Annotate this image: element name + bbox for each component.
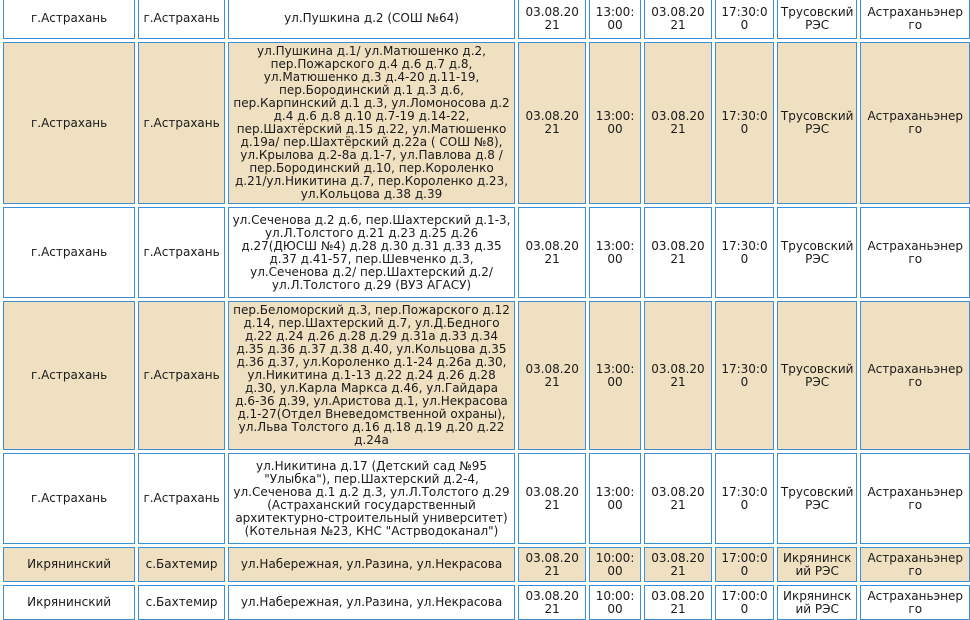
locality-cell: г.Астрахань: [138, 207, 225, 298]
res-cell: Трусовский РЭС: [777, 453, 858, 544]
table-row: [3, 42, 970, 204]
locality-cell: г.Астрахань: [138, 42, 225, 204]
start-date-cell: 03.08.2021: [518, 453, 586, 544]
start-date-cell: 03.08.2021: [518, 0, 586, 39]
start-time-cell: 13:00:00: [589, 0, 641, 39]
end-date-cell: 03.08.2021: [644, 547, 712, 582]
start-time-cell: 13:00:00: [589, 207, 641, 298]
end-date-cell: 03.08.2021: [644, 453, 712, 544]
org-cell: Астраханьэнерго: [860, 547, 970, 582]
address-cell: ул.Набережная, ул.Разина, ул.Некрасова: [228, 547, 515, 582]
locality-cell: с.Бахтемир: [138, 585, 225, 620]
org-cell: Астраханьэнерго: [860, 585, 970, 620]
end-date-cell: 03.08.2021: [644, 207, 712, 298]
org-cell: Астраханьэнерго: [860, 207, 970, 298]
end-date-cell: 03.08.2021: [644, 301, 712, 450]
org-cell: Астраханьэнерго: [860, 0, 970, 39]
area-cell: г.Астрахань: [3, 301, 135, 450]
address-cell: ул.Пушкина д.1/ ул.Матюшенко д.2, пер.Пожарского д.4 д.6 д.7 д.8, ул.Матюшенко д.3 д.4-20 д.11-19, пер.Бородинский д.1 д.3 д.6, пер.Карпинский д.1 д.3, ул.Ломоносова д.2 д.4 д.6 д.8 д.10 д.7-19 д.14-22, пер.Шахтёрский д.15 д.22, ул.Матюшенко д.19а/ пер.Шахтёрский д.22а ( СОШ №8), ул.Крылова д.2-8а д.1-7, ул.Павлова д.8 /пер.Бородинский д.10, пер.Короленко д.21/ул.Никитина д.7, пер.Короленко д.23, ул.Кольцова д.38 д.39: [228, 42, 515, 204]
res-cell: Икрянинский РЭС: [777, 547, 858, 582]
area-cell: г.Астрахань: [3, 0, 135, 39]
area-cell: г.Астрахань: [3, 42, 135, 204]
res-cell: Трусовский РЭС: [777, 0, 858, 39]
start-date-cell: 03.08.2021: [518, 207, 586, 298]
org-cell: Астраханьэнерго: [860, 453, 970, 544]
table-row: [3, 453, 970, 544]
res-cell: Трусовский РЭС: [777, 301, 858, 450]
locality-cell: г.Астрахань: [138, 0, 225, 39]
end-date-cell: 03.08.2021: [644, 0, 712, 39]
end-time-cell: 17:00:00: [715, 547, 774, 582]
start-time-cell: 13:00:00: [589, 453, 641, 544]
area-cell: г.Астрахань: [3, 207, 135, 298]
end-time-cell: 17:30:00: [715, 301, 774, 450]
end-time-cell: 17:30:00: [715, 0, 774, 39]
start-time-cell: 10:00:00: [589, 585, 641, 620]
locality-cell: г.Астрахань: [138, 301, 225, 450]
table-row: [3, 207, 970, 298]
address-cell: ул.Никитина д.17 (Детский сад №95 "Улыбка"), пер.Шахтерский д.2-4, ул.Сеченова д.1 д.2 д.3, ул.Л.Толстого д.29 (Астраханский государственный архитектурно-строительный университет) (Котельная №23, КНС "Астрводоканал"): [228, 453, 515, 544]
table-row: [3, 0, 970, 39]
start-date-cell: 03.08.2021: [518, 301, 586, 450]
table-row: [3, 547, 970, 582]
start-date-cell: 03.08.2021: [518, 547, 586, 582]
area-cell: Икрянинский: [3, 585, 135, 620]
end-time-cell: 17:00:00: [715, 585, 774, 620]
org-cell: Астраханьэнерго: [860, 42, 970, 204]
start-date-cell: 03.08.2021: [518, 585, 586, 620]
address-cell: ул.Набережная, ул.Разина, ул.Некрасова: [228, 585, 515, 620]
res-cell: Трусовский РЭС: [777, 207, 858, 298]
org-cell: Астраханьэнерго: [860, 301, 970, 450]
end-time-cell: 17:30:00: [715, 42, 774, 204]
locality-cell: г.Астрахань: [138, 453, 225, 544]
locality-cell: с.Бахтемир: [138, 547, 225, 582]
end-time-cell: 17:30:00: [715, 453, 774, 544]
address-cell: ул.Пушкина д.2 (СОШ №64): [228, 0, 515, 39]
address-cell: ул.Сеченова д.2 д.6, пер.Шахтерский д.1-3, ул.Л.Толстого д.21 д.23 д.25 д.26 д.27(ДЮСШ №4) д.28 д.30 д.31 д.33 д.35 д.37 д.41-57, пер.Шевченко д.3, ул.Сеченова д.2/ пер.Шахтерский д.2/ул.Л.Толстого д.29 (ВУЗ АГАСУ): [228, 207, 515, 298]
end-time-cell: 17:30:00: [715, 207, 774, 298]
area-cell: г.Астрахань: [3, 453, 135, 544]
table-row: [3, 301, 970, 450]
table-row: [3, 585, 970, 620]
start-time-cell: 13:00:00: [589, 42, 641, 204]
area-cell: Икрянинский: [3, 547, 135, 582]
start-time-cell: 10:00:00: [589, 547, 641, 582]
start-date-cell: 03.08.2021: [518, 42, 586, 204]
end-date-cell: 03.08.2021: [644, 42, 712, 204]
address-cell: пер.Беломорский д.3, пер.Пожарского д.12 д.14, пер.Шахтерский д.7, ул.Д.Бедного д.22 д.24 д.26 д.28 д.29 д.31а д.33 д.34 д.35 д.36 д.37 д.38 д.40, ул.Кольцова д.35 д.36 д.37, ул.Короленко д.1-24 д.26а д.30, ул.Никитина д.1-13 д.22 д.24 д.26 д.28 д.30, ул.Карла Маркса д.46, ул.Гайдара д.6-36 д.39, ул.Аристова д.1, ул.Некрасова д.1-27(Отдел Вневедомственной охраны), ул.Льва Толстого д.16 д.18 д.19 д.20 д.22 д.24а: [228, 301, 515, 450]
res-cell: Икрянинский РЭС: [777, 585, 858, 620]
end-date-cell: 03.08.2021: [644, 585, 712, 620]
res-cell: Трусовский РЭС: [777, 42, 858, 204]
start-time-cell: 13:00:00: [589, 301, 641, 450]
